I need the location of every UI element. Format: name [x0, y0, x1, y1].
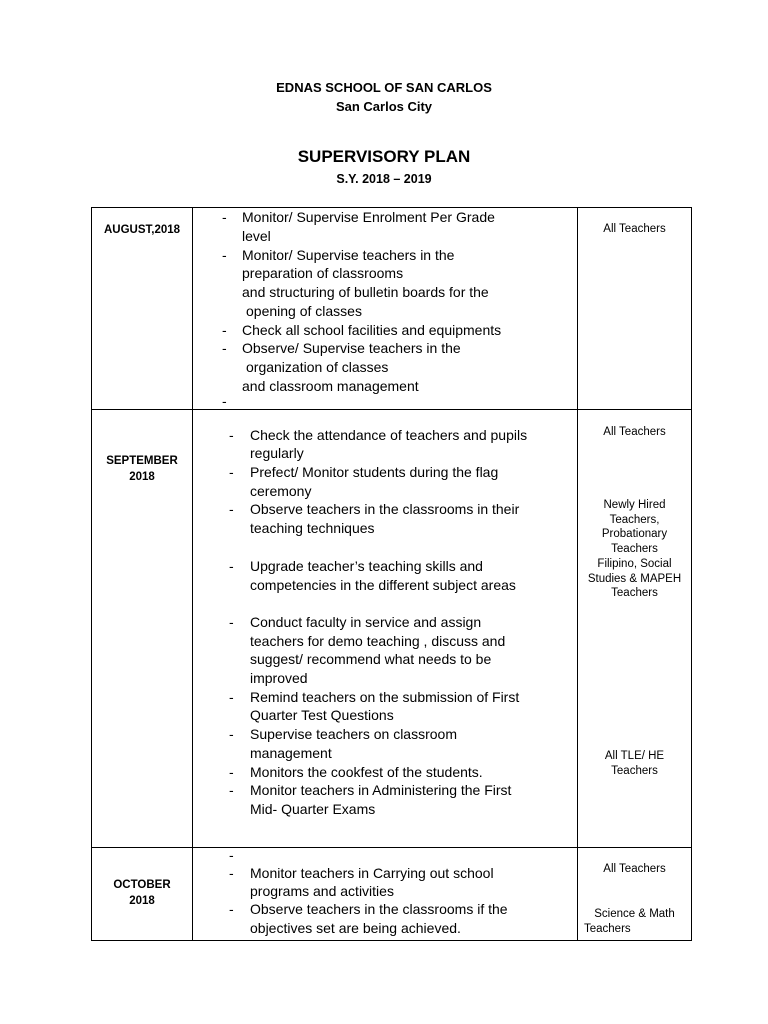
activity-line: Monitor teachers in Administering the First [250, 782, 512, 798]
persons-line: Probationary [601, 528, 668, 541]
row-divider-1 [91, 409, 692, 410]
activity-line: Mid- Quarter Exams [250, 801, 376, 817]
activity-line: and structuring of bulletin boards for the [242, 284, 489, 300]
activity-line: organization of classes [246, 359, 389, 375]
bullet-dash: - [229, 726, 234, 742]
persons-involved [578, 907, 691, 936]
persons-involved [578, 498, 691, 601]
activity-line: Supervise teachers on classroom [250, 726, 457, 742]
persons-line: Teachers [611, 587, 658, 600]
bullet-dash: - [222, 322, 227, 338]
activity-line: teachers for demo teaching , discuss and [250, 633, 506, 649]
bullet-dash: - [222, 209, 227, 225]
bullet-dash: - [229, 614, 234, 630]
bullet-dash: - [222, 340, 227, 356]
table-border-left [91, 207, 92, 941]
table-border-right [691, 207, 692, 941]
persons-line: Teachers [611, 543, 658, 556]
month-year: 2018 [129, 471, 155, 483]
month-cell [92, 877, 192, 909]
activity-line: teaching techniques [250, 520, 375, 536]
bullet-dash: - [229, 847, 234, 863]
activity-line: management [250, 745, 332, 761]
activity-line: regularly [250, 445, 304, 461]
activity-line: ceremony [250, 483, 312, 499]
activity-line: Prefect/ Monitor students during the flag [250, 464, 499, 480]
month-cell: AUGUST,2018 [103, 224, 181, 236]
activity-line: opening of classes [246, 303, 362, 319]
document-title: SUPERVISORY PLAN [297, 147, 471, 166]
persons-line: Newly Hired [603, 499, 666, 511]
activity-line: suggest/ recommend what needs to be [250, 651, 492, 667]
persons-line: Studies & MAPEH [587, 572, 682, 585]
persons-line: All TLE/ HE [604, 750, 665, 762]
persons-line: Teachers, [609, 513, 660, 526]
bullet-dash: - [229, 501, 234, 517]
persons-involved [578, 749, 691, 778]
school-city: San Carlos City [335, 99, 433, 114]
bullet-dash: - [229, 689, 234, 705]
month-cell [92, 453, 192, 485]
activity-line: competencies in the different subject areas [250, 577, 516, 593]
activity-line: Monitors the cookfest of the students. [250, 764, 483, 780]
activity-line: Conduct faculty in service and assign [250, 614, 482, 630]
activity-line: Monitor/ Supervise Enrolment Per Grade [242, 209, 495, 225]
activity-line: Observe teachers in the classrooms if the [250, 901, 508, 917]
month-name: OCTOBER [113, 879, 171, 891]
activity-line: programs and activities [250, 883, 394, 899]
persons-involved: All Teachers [603, 223, 666, 235]
bullet-dash: - [229, 464, 234, 480]
activity-line: and classroom management [242, 378, 419, 394]
persons-involved: All Teachers [603, 863, 666, 875]
activity-line: Monitor/ Supervise teachers in the [242, 247, 455, 263]
activity-line: Observe teachers in the classrooms in their [250, 501, 520, 517]
activity-line: Monitor teachers in Carrying out school [250, 865, 494, 881]
activity-line: objectives set are being achieved. [250, 920, 461, 936]
activity-line: level [242, 228, 271, 244]
month-year: 2018 [129, 895, 155, 907]
activity-line: Quarter Test Questions [250, 707, 394, 723]
table-border-bottom [91, 940, 692, 941]
persons-line: Filipino, Social [597, 557, 672, 570]
persons-line: Teachers [611, 764, 658, 777]
school-year: S.Y. 2018 – 2019 [336, 172, 432, 186]
bullet-dash: - [222, 393, 227, 409]
bullet-dash: - [229, 764, 234, 780]
activity-line: Observe/ Supervise teachers in the [242, 340, 461, 356]
activity-line: improved [250, 670, 308, 686]
bullet-dash: - [229, 782, 234, 798]
persons-line: Teachers [584, 922, 631, 935]
activity-line: Remind teachers on the submission of First [250, 689, 520, 705]
activity-line: preparation of classrooms [242, 265, 404, 281]
persons-line: Science & Math [594, 908, 675, 920]
activity-line: Upgrade teacher’s teaching skills and [250, 558, 483, 574]
month-name: SEPTEMBER [106, 455, 178, 467]
bullet-dash: - [229, 427, 234, 443]
activity-line: Check the attendance of teachers and pupils [250, 427, 528, 443]
persons-involved: All Teachers [603, 426, 666, 438]
bullet-dash: - [222, 247, 227, 263]
school-name: EDNAS SCHOOL OF SAN CARLOS [276, 80, 492, 95]
bullet-dash: - [229, 558, 234, 574]
column-divider-1 [192, 207, 193, 941]
activity-line: Check all school facilities and equipments [242, 322, 502, 338]
row-divider-2 [91, 847, 692, 848]
bullet-dash: - [229, 901, 234, 917]
bullet-dash: - [229, 865, 234, 881]
